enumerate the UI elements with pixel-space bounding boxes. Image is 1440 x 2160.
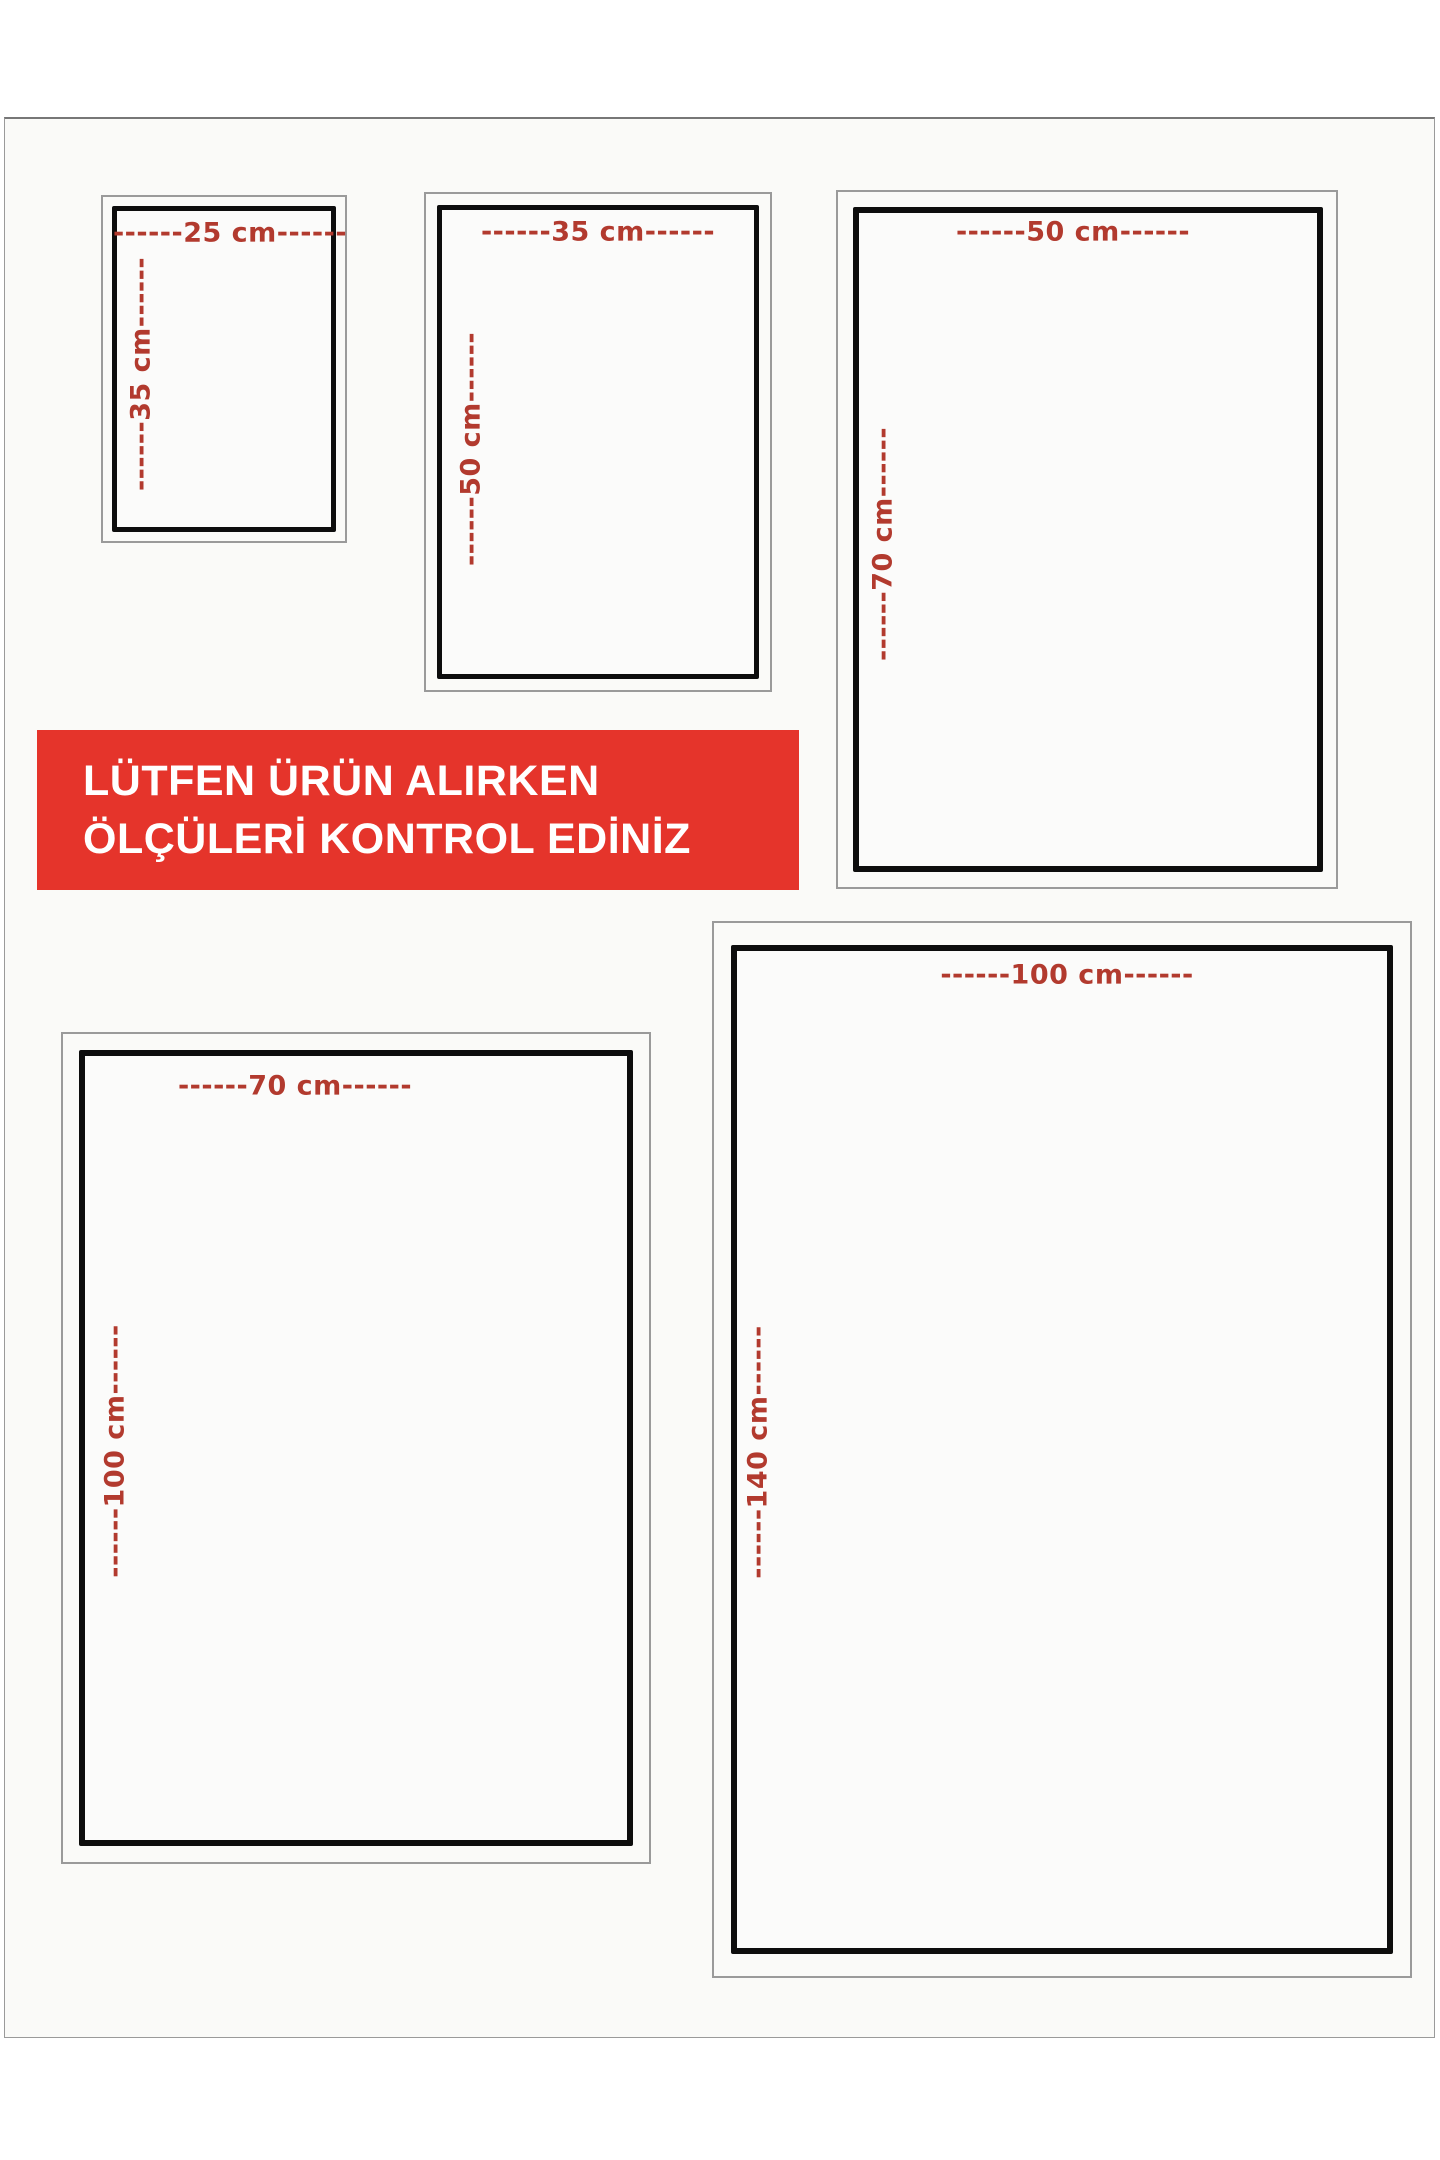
height-label: ------50 cm------ (455, 331, 487, 567)
size-box-70x100 (61, 1032, 651, 1864)
height-label: ------140 cm------ (742, 1325, 774, 1579)
size-box-100x140-frame (731, 945, 1393, 1954)
width-label: ------100 cm------ (940, 959, 1194, 991)
notice-banner (37, 730, 799, 890)
size-box-35x50 (424, 192, 772, 692)
width-label: ------25 cm------ (112, 217, 348, 249)
height-label: ------100 cm------ (99, 1324, 131, 1578)
height-label: ------70 cm------ (867, 426, 899, 662)
width-label: ------70 cm------ (177, 1070, 413, 1102)
width-label: ------35 cm------ (480, 216, 716, 248)
size-box-50x70-frame (853, 207, 1323, 872)
size-box-70x100-frame (79, 1050, 633, 1846)
notice-banner-line2: ÖLÇÜLERİ KONTROL EDİNİZ (83, 815, 691, 863)
size-box-100x140 (712, 921, 1412, 1978)
size-guide-sheet (4, 117, 1435, 2038)
size-box-25x35 (101, 195, 347, 543)
size-box-50x70 (836, 190, 1338, 889)
width-label: ------50 cm------ (955, 216, 1191, 248)
height-label: ------35 cm------ (125, 256, 157, 492)
notice-banner-line1: LÜTFEN ÜRÜN ALIRKEN (83, 757, 600, 805)
